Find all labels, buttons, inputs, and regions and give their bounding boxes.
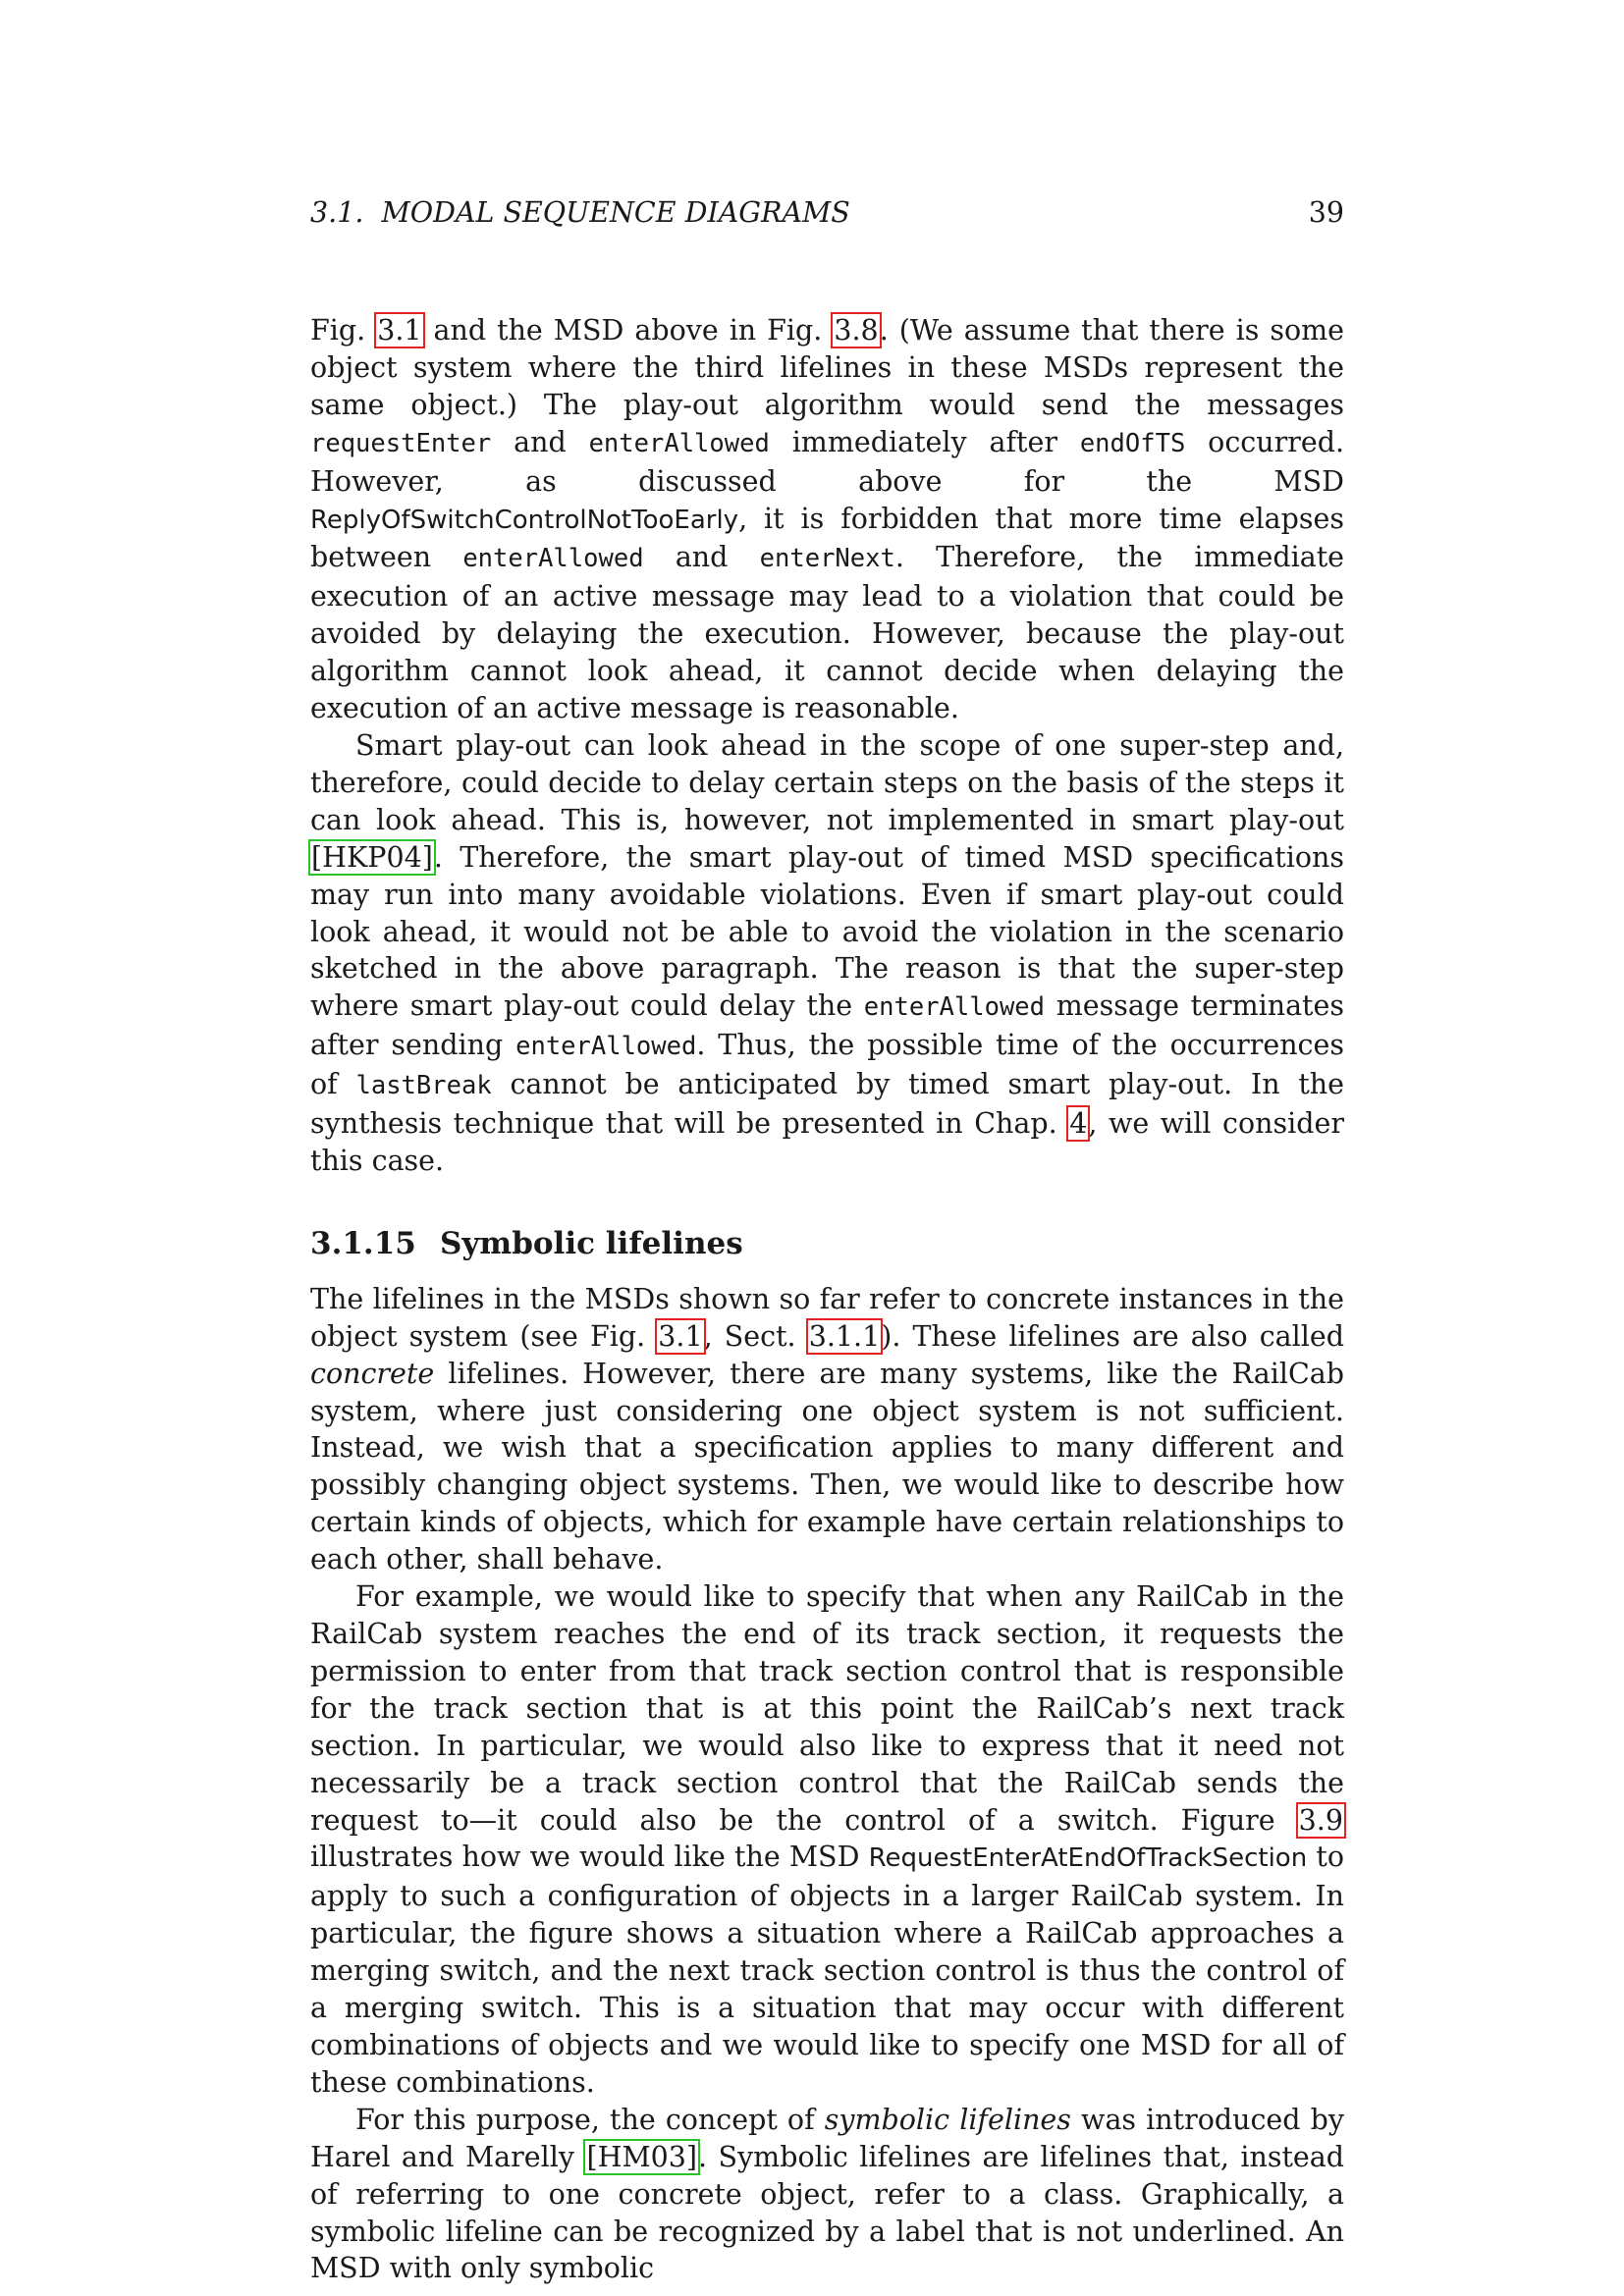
citation-link[interactable]: [HM03] xyxy=(586,2140,698,2173)
code-term: enterNext xyxy=(759,544,895,574)
emphasis: concrete xyxy=(310,1357,435,1390)
section-title: Symbolic lifelines xyxy=(440,1225,743,1261)
running-head-title: 3.1. MODAL SEQUENCE DIAGRAMS xyxy=(310,196,850,229)
paragraph-5: For this purpose, the concept of symbolic lifelines was introduced by Harel and Marelly [HM03]. Symbolic lifelines are lifelines that, instead of referring to one concrete object, refer to a class. Graphically, a symbolic lifeline can be recognized by a label that is not underlined. An MSD with only symbolic xyxy=(310,2103,1345,2285)
code-term: requestEnter xyxy=(310,428,492,458)
code-term: enterAllowed xyxy=(588,428,770,458)
code-term: enterAllowed xyxy=(515,1032,697,1062)
paragraph-1: Fig. 3.1 and the MSD above in Fig. 3.8. (We assume that there is some object system where the third lifelines in these MSDs represent the same object.) The play-out algorithm would send the messages requestEnter and enterAllowed immediately after endOfTS occurred. However, as discussed above for the MSD ReplyOfSwitchControlNotTooEarly, it is forbidden that more time elapses between enterAllowed and enterNext. Therefore, the immediate execution of an active message may lead to a violation that could be avoided by delaying the execution. However, because the play-out algorithm cannot look ahead, it cannot decide when delaying the execution of an active message is reasonable. xyxy=(310,314,1345,725)
citation-link[interactable]: [HKP04] xyxy=(311,840,433,874)
figure-ref-link[interactable]: 3.1 xyxy=(377,314,422,347)
chapter-ref-link[interactable]: 4 xyxy=(1069,1107,1088,1141)
code-term: lastBreak xyxy=(355,1071,492,1101)
figure-ref-link[interactable]: 3.1 xyxy=(658,1319,703,1353)
code-term: enterAllowed xyxy=(863,992,1046,1023)
running-head xyxy=(310,196,1344,236)
paragraph-3: The lifelines in the MSDs shown so far refer to concrete instances in the object system (see Fig. 3.1, Sect. 3.1.1). These lifelines are also called concrete lifelines. However, there are many systems, like the RailCab system, where just considering one object system is not sufficient. Instead, we wish that a specification applies to many different and possibly changing object systems. Then, we would like to describe how certain kinds of objects, which for example have certain relationships to each other, shall behave. xyxy=(310,1282,1344,1576)
paragraph-2: Smart play-out can look ahead in the scope of one super-step and, therefore, could decide to delay certain steps on the basis of the steps it can look ahead. This is, however, not implemented in smart play-out [HKP04]. Therefore, the smart play-out of timed MSD specifications may run into many avoidable violations. Even if smart play-out could look ahead, it would not be able to avoid the violation in the scenario sketched in the above paragraph. The reason is that the super-step where smart play-out could delay the enterAllowed message terminates after sending enterAllowed. Thus, the possible time of the occurrences of lastBreak cannot be anticipated by timed smart play-out. In the synthesis technique that will be presented in Chap. 4, we will consider this case. xyxy=(310,728,1345,1177)
msd-name: RequestEnterAtEndOfTrackSection xyxy=(868,1843,1308,1874)
section-heading xyxy=(310,1224,1344,1263)
emphasis: symbolic lifelines xyxy=(824,2103,1071,2136)
body-text xyxy=(310,312,1344,2287)
section-ref-link[interactable]: 3.1.1 xyxy=(808,1319,881,1353)
code-term: endOfTS xyxy=(1079,428,1186,458)
page-number: 39 xyxy=(1308,196,1344,229)
code-term: enterAllowed xyxy=(462,544,644,574)
msd-name: ReplyOfSwitchControlNotTooEarly xyxy=(310,505,739,535)
figure-ref-link[interactable]: 3.9 xyxy=(1298,1803,1343,1837)
section-number: 3.1.15 xyxy=(310,1225,416,1261)
paragraph-4: For example, we would like to specify that when any RailCab in the RailCab system reaches the end of its track section, it requests the permission to enter from that track section control that is responsible for the track section that is at this point the RailCab’s next track section. In particular, we would also like to express that it need not necessarily be a track section control that the RailCab sends the request to—it could also be the control of a switch. Figure 3.9 illustrates how we would like the MSD RequestEnterAtEndOfTrackSection to apply to such a configuration of objects in a larger RailCab system. In particular, the figure shows a situation where a RailCab approaches a merging switch, and the next track section control is thus the control of a merging switch. This is a situation that may occur with different combinations of objects and we would like to specify one MSD for all of these combinations. xyxy=(310,1580,1345,2099)
figure-ref-link[interactable]: 3.8 xyxy=(834,314,879,347)
